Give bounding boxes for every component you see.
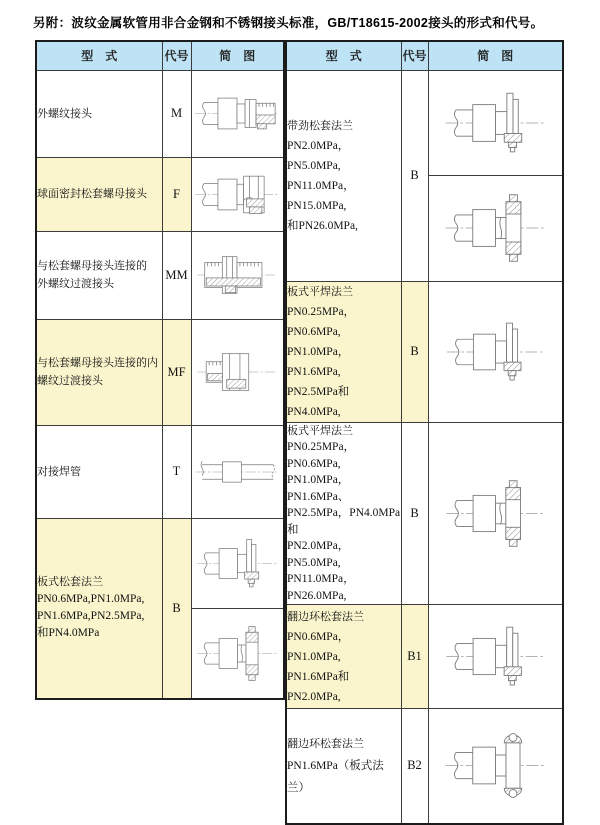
diagram-double-male-adapter [193,244,281,306]
diagram-cell [191,319,284,425]
table-row [36,425,284,518]
diagram-spherical-seal-swivel-nut-fitting [193,165,281,224]
code-cell: B [401,422,428,605]
code-cell: M [162,70,191,157]
column-header-type: 型 式 [36,41,162,70]
diagram-cell [428,70,563,281]
page-title: 另附：波纹金属软管用非合金钢和不锈钢接头标准，GB/T18615-2002接头的形式和代号。 [33,16,544,30]
table-row [286,605,563,709]
diagram-plate-weld-flange [443,318,548,386]
fitting-table-left [35,40,285,700]
column-header-diagram: 简 图 [428,41,563,70]
diagram-cell [191,157,284,231]
table-row [36,157,284,231]
diagram-cell [191,70,284,157]
type-cell: 带劲松套法兰 PN2.0MPa，PN5.0MPa, PN11.0MPa，PN15.0MPa, 和PN26.0MPa, [286,70,401,281]
diagram-neck-loose-flange [443,88,548,158]
code-cell: B2 [401,709,428,824]
type-cell: 与松套螺母接头连接的内 螺纹过渡接头 [36,319,162,425]
diagram-cell [428,422,563,605]
table-row [286,70,563,281]
diagram-male-female-adapter [193,341,281,403]
type-cell: 翻边环松套法兰 PN1.6MPa（板式法兰） [286,709,401,824]
code-cell: B1 [401,605,428,709]
column-header-code: 代号 [401,41,428,70]
type-cell: 外螺纹接头 [36,70,162,157]
code-cell: B [162,518,191,699]
type-cell: 板式平焊法兰 PN0.25MPa，PN0.6MPa, PN1.0MPa，PN1.6MPa、 PN2.5MPa，PN4.0MPa和 PN2.0MPa，PN5.0MPa, PN11.0MPa，PN26.0MPa, [286,422,401,605]
type-cell: 板式平焊法兰 PN0.25MPa，PN0.6MPa, PN1.0MPa，PN1.6MPa, PN2.5MPa和PN4.0MPa, [286,281,401,422]
diagram-cell [428,709,563,824]
table-row [286,281,563,422]
type-cell: 板式松套法兰 PN0.6MPa,PN1.0MPa, PN1.6MPa,PN2.5MPa, 和PN4.0MPa [36,518,162,699]
column-header-code: 代号 [162,41,191,70]
diagram-cell [191,518,284,699]
diagram-butt-weld-pipe [193,443,281,501]
diagram-cell [191,231,284,319]
column-header-type: 型 式 [286,41,401,70]
type-cell: 翻边环松套法兰 PN0.6MPa，PN1.0MPa, PN1.6MPa和PN2.0MPa, [286,605,401,709]
code-cell: T [162,425,191,518]
diagram-lapped-ring-loose-flange [443,622,548,691]
type-cell: 球面密封松套螺母接头 [36,157,162,231]
diagram-cell [428,605,563,709]
diagram-plate-loose-flange-section [195,625,280,682]
table-row [36,231,284,319]
diagram-cell [191,425,284,518]
table-row [36,518,284,699]
code-cell: MM [162,231,191,319]
code-cell: B [401,281,428,422]
diagram-male-thread-fitting [193,84,281,143]
table-row [36,70,284,157]
table-row [286,709,563,824]
diagram-neck-loose-flange-section [443,193,548,263]
type-cell: 与松套螺母接头连接的 外螺纹过渡接头 [36,231,162,319]
type-cell: 对接焊管 [36,425,162,518]
table-row [286,422,563,605]
diagram-plate-loose-flange [195,535,280,592]
code-cell: B [401,70,428,281]
code-cell: F [162,157,191,231]
diagram-cell [428,281,563,422]
header-row [36,41,284,70]
fitting-table-right [285,40,564,825]
code-cell: MF [162,319,191,425]
column-header-diagram: 简 图 [191,41,284,70]
header-row [286,41,563,70]
table-row [36,319,284,425]
diagram-plate-weld-flange-section [443,479,548,548]
